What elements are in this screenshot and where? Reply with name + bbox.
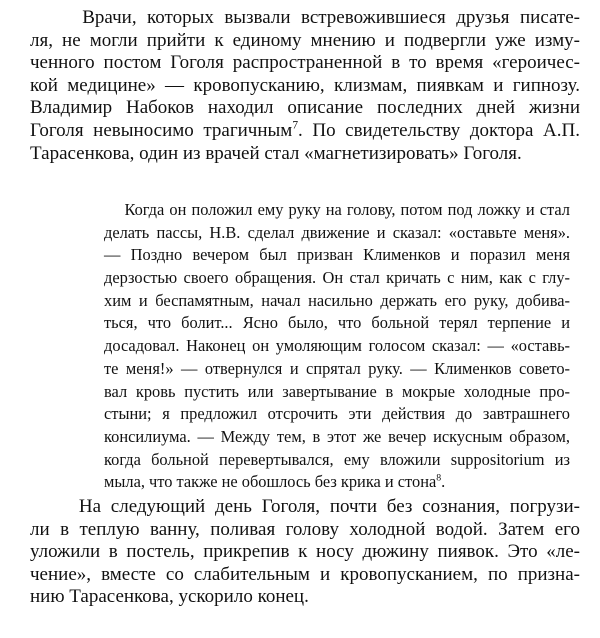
quote-line: вал кровь пустить или завертывание в мокрые холодные про- bbox=[104, 381, 570, 401]
text-segment: . bbox=[441, 472, 446, 492]
text-line: Владимир Набоков находил описание последних дней жизни bbox=[30, 97, 580, 119]
text-segment: . По свидетельству доктора А.П. bbox=[298, 119, 580, 141]
text-segment: Гоголя невыносимо трагичным bbox=[30, 119, 293, 141]
paragraph-2 bbox=[30, 496, 580, 609]
text-line: уложили в постель, прикрепив к носу дюжину пиявок. Это «ле- bbox=[30, 541, 580, 563]
footnote-marker-8: 8 bbox=[436, 472, 442, 484]
paragraph-1 bbox=[30, 7, 580, 165]
text-line: нию Тарасенкова, ускорило конец. bbox=[30, 586, 309, 608]
footnote-marker-7: 7 bbox=[292, 119, 299, 132]
text-line-with-footnote bbox=[30, 120, 580, 143]
quote-line: когда больной перевертывался, ему вложили suppositorium из bbox=[104, 449, 570, 469]
text-line: Врачи, которых вызвали встревожившиеся друзья писате- bbox=[30, 7, 580, 28]
quote-line-with-footnote bbox=[104, 471, 570, 494]
text-line: ченного постом Гоголя распространенной в то время «героичес- bbox=[30, 52, 580, 74]
quote-line: консилиума. — Между тем, в этот же вечер искусным образом, bbox=[104, 426, 570, 446]
quote-line: делать пассы, Н.В. сделал движение и сказал: «оставьте меня». bbox=[104, 222, 570, 242]
text-line: ля, не могли прийти к единому мнению и подвергли уже изму- bbox=[30, 29, 580, 51]
quote-line: досадовал. Наконец он умоляющим голосом сказал: — «оставь- bbox=[104, 336, 570, 356]
quote-line: стыни; я предложил отсрочить эти действия до завтрашнего bbox=[104, 404, 570, 424]
text-segment: мыла, что также не обошлось без крика и стона bbox=[104, 472, 437, 492]
text-line: Тарасенкова, один из врачей стал «магнетизировать» Гоголя. bbox=[30, 142, 522, 164]
text-line: чение», вместе со слабительным и кровопусканием, по призна- bbox=[30, 563, 580, 585]
quote-line: те меня!» — отвернулся и спрятал руку. — Клименков совето- bbox=[104, 358, 570, 378]
quote-line: ться, что болит... Ясно было, что больной терял терпение и bbox=[104, 313, 570, 333]
text-line: На следующий день Гоголя, почти без сознания, погрузи- bbox=[30, 496, 580, 517]
text-line: кой медицине» — кровопусканию, клизмам, пиявкам и гипнозу. bbox=[30, 74, 580, 96]
quote-line: хим и беспамятным, начал насильно держать его руку, добива- bbox=[104, 290, 570, 310]
quote-line: дерзостью своего обращения. Он стал кричать с ним, как с глу- bbox=[104, 268, 570, 288]
text-line: ли в теплую ванну, поливая голову холодной водой. Затем его bbox=[30, 518, 580, 540]
block-quote bbox=[104, 199, 570, 494]
quote-line: Когда он положил ему руку на голову, потом под ложку и стал bbox=[104, 200, 570, 219]
quote-line: — Поздно вечером был призван Клименков и поразил меня bbox=[104, 245, 570, 265]
